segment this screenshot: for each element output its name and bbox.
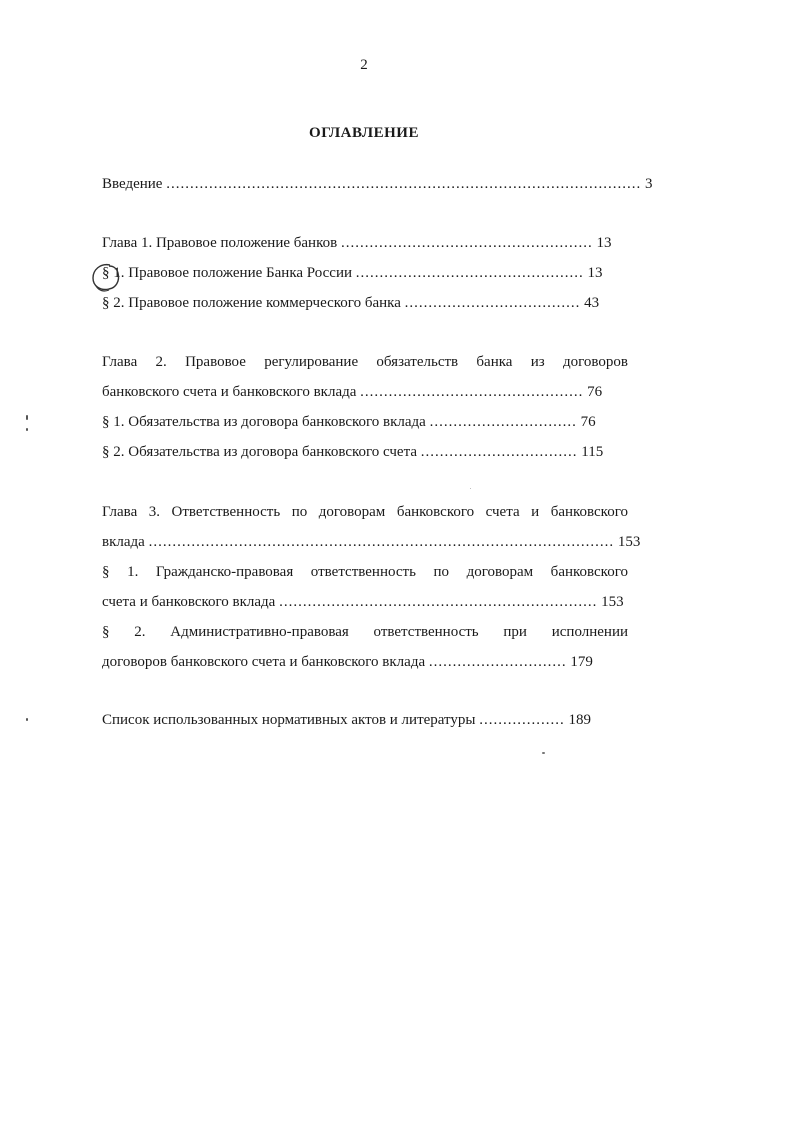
toc-title: ОГЛАВЛЕНИЕ [309,125,419,141]
scan-speck [26,415,28,420]
page-number: 2 [360,57,368,73]
toc-leader-dots: ............................. [428,654,567,670]
toc-page-ref: 13 [596,235,612,251]
toc-page-ref: 3 [644,176,653,192]
toc-entry-label: вклада [102,534,145,550]
toc-entry-chapter-1 [102,233,611,253]
toc-entry-label: счета и банковского вклада [102,594,276,610]
toc-entry-label: § 2. Обязательства из договора банковского счета [102,444,417,460]
toc-entry-ch2-section-1 [102,412,596,432]
toc-entry-label: Введение [102,176,163,192]
toc-leader-dots: ................................. [420,444,578,460]
toc-entry-ch1-section-2 [102,293,599,313]
toc-entry-label: договоров банковского счета и банковского вклада [102,654,426,670]
handwritten-circle-annotation [90,262,124,294]
toc-page-ref: 76 [587,384,603,400]
toc-entry-label: банковского счета и банковского вклада [102,384,357,400]
toc-entry-chapter-2-line-2 [102,382,602,402]
toc-leader-dots: ............................................... [360,384,584,400]
toc-leader-dots: ............................... [429,414,577,430]
toc-leader-dots: ................................................................... [279,594,598,610]
scan-speck [542,752,545,754]
toc-entry-ch3-section-1-line-2 [102,592,624,612]
toc-entry-label: § 2. Правовое положение коммерческого банка [102,295,401,311]
scan-speck [470,488,471,489]
toc-entry-ch3-section-2-line-1: § 2. Административно-правовая ответственность при исполнении [102,624,628,640]
toc-leader-dots: ................................................ [355,265,584,281]
toc-page-ref: 13 [587,265,603,281]
toc-entry-ch3-section-1-line-1: § 1. Гражданско-правовая ответственность по договорам банковского [102,564,628,580]
section-mark: § 1. [102,265,125,281]
toc-entry-label: § 1. Обязательства из договора банковского вклада [102,414,426,430]
toc-entry-chapter-3-line-2 [102,532,640,552]
toc-leader-dots: ..................................................... [340,235,593,251]
toc-entry-ch2-section-2 [102,442,603,462]
toc-entry-label: Глава 1. Правовое положение банков [102,235,338,251]
toc-leader-dots: ..................................... [404,295,581,311]
toc-entry-intro [102,174,652,194]
toc-page-ref: 115 [581,444,604,460]
toc-entry-references [102,710,591,730]
toc-page-ref: 179 [570,654,593,670]
toc-leader-dots: .................................................................................................. [148,534,615,550]
toc-page-ref: 43 [584,295,600,311]
scan-speck [26,718,28,721]
toc-page-ref: 76 [580,414,596,430]
toc-page-ref: 189 [568,712,591,728]
scan-speck [26,428,28,431]
toc-leader-dots: .................. [479,712,565,728]
toc-leader-dots: .................................................................................................... [166,176,642,192]
toc-entry-chapter-2-line-1: Глава 2. Правовое регулирование обязательств банка из договоров [102,354,628,370]
toc-entry-ch1-section-1 [102,263,603,283]
toc-page-ref: 153 [617,534,641,550]
toc-entry-label: Правовое положение Банка России [128,265,352,281]
toc-entry-label: Список использованных нормативных актов и литературы [102,712,476,728]
toc-entry-chapter-3-line-1: Глава 3. Ответственность по договорам банковского счета и банковского [102,504,628,520]
toc-page-ref: 153 [601,594,624,610]
toc-entry-ch3-section-2-line-2 [102,652,593,672]
